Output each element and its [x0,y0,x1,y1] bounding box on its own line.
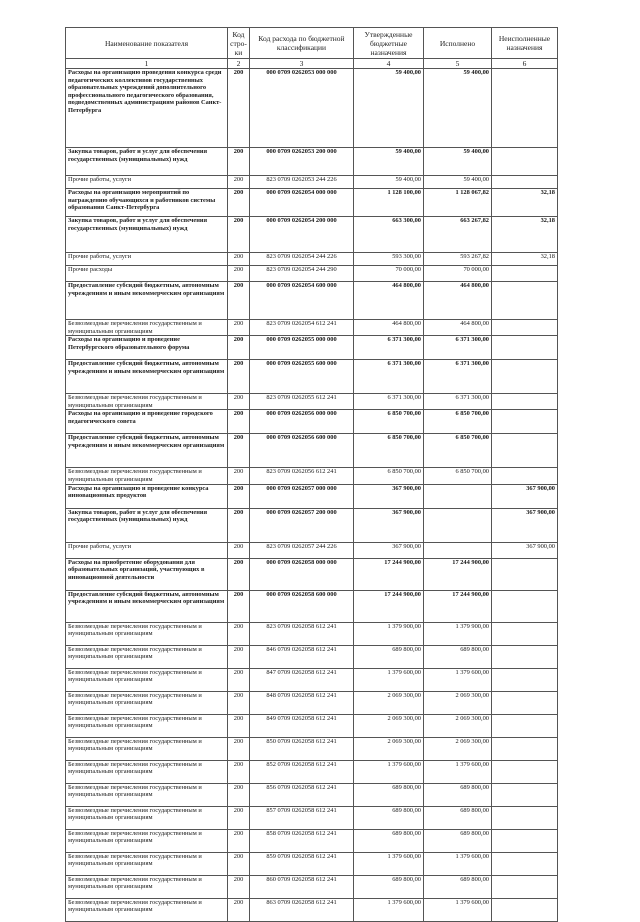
row-executed-value: 689 800,00 [424,875,492,898]
row-executed-value: 70 000,00 [424,266,492,282]
row-line-code: 200 [228,69,250,148]
table-row [66,336,558,360]
row-classification-code: 000 0709 0262055 600 000 [250,360,354,394]
row-classification-code: 000 0709 0262057 000 000 [250,484,354,508]
row-unexecuted-value [492,898,558,921]
table-row [66,360,558,394]
row-unexecuted-value [492,737,558,760]
row-name: Безвозмездные перечисления государственным и муниципальным организациям [66,783,228,806]
row-name: Безвозмездные перечисления государственным и муниципальным организациям [66,829,228,852]
row-name: Закупка товаров, работ и услуг для обеспечения государственных (муниципальных) нужд [66,148,228,176]
row-approved-value: 689 800,00 [354,806,424,829]
table-row [66,783,558,806]
row-executed-value: 689 800,00 [424,783,492,806]
row-executed-value [424,484,492,508]
row-unexecuted-value [492,320,558,336]
row-approved-value: 17 244 900,00 [354,590,424,622]
row-name: Расходы на организацию и проведение конкурса инновационных продуктов [66,484,228,508]
row-unexecuted-value [492,360,558,394]
row-unexecuted-value [492,590,558,622]
row-classification-code: 823 0709 0262056 612 241 [250,468,354,484]
row-unexecuted-value [492,875,558,898]
row-approved-value: 70 000,00 [354,266,424,282]
row-classification-code: 823 0709 0262058 612 241 [250,622,354,645]
row-approved-value: 689 800,00 [354,783,424,806]
row-approved-value: 2 069 300,00 [354,714,424,737]
row-line-code: 200 [228,622,250,645]
row-name: Расходы на организацию и проведение Петербургского образовательного форума [66,336,228,360]
table-row [66,282,558,320]
table-row [66,852,558,875]
row-line-code: 200 [228,336,250,360]
row-unexecuted-value [492,336,558,360]
table-row [66,590,558,622]
header-unexecuted: Неисполненные назначения [492,28,558,59]
row-unexecuted-value [492,148,558,176]
row-executed-value: 1 379 600,00 [424,668,492,691]
row-line-code: 200 [228,508,250,542]
row-classification-code: 857 0709 0262058 612 241 [250,806,354,829]
row-name: Безвозмездные перечисления государственным и муниципальным организациям [66,714,228,737]
table-row [66,668,558,691]
row-executed-value: 6 371 300,00 [424,336,492,360]
row-name: Безвозмездные перечисления государственным и муниципальным организациям [66,852,228,875]
table-row [66,434,558,468]
row-classification-code: 000 0709 0262054 600 000 [250,282,354,320]
row-classification-code: 823 0709 0262054 244 290 [250,266,354,282]
row-line-code: 200 [228,434,250,468]
table-row [66,394,558,410]
row-line-code: 200 [228,668,250,691]
row-name: Прочие расходы [66,266,228,282]
row-name: Расходы на приобретение оборудования для образовательных организаций, участвующих в инновационной деятельности [66,558,228,590]
row-line-code: 200 [228,829,250,852]
row-unexecuted-value [492,69,558,148]
table-row [66,189,558,217]
row-classification-code: 858 0709 0262058 612 241 [250,829,354,852]
row-unexecuted-value: 367 900,00 [492,508,558,542]
table-row [66,320,558,336]
row-unexecuted-value: 32,18 [492,217,558,253]
row-name: Безвозмездные перечисления государственным и муниципальным организациям [66,468,228,484]
row-classification-code: 823 0709 0262057 244 226 [250,542,354,558]
row-line-code: 200 [228,783,250,806]
row-executed-value: 1 128 067,82 [424,189,492,217]
row-line-code: 200 [228,484,250,508]
row-classification-code: 846 0709 0262058 612 241 [250,645,354,668]
table-row [66,148,558,176]
row-name: Безвозмездные перечисления государственным и муниципальным организациям [66,394,228,410]
row-unexecuted-value [492,783,558,806]
row-classification-code: 850 0709 0262058 612 241 [250,737,354,760]
row-line-code: 200 [228,898,250,921]
row-unexecuted-value [492,394,558,410]
row-executed-value: 2 069 300,00 [424,737,492,760]
row-unexecuted-value [492,806,558,829]
column-number: 3 [250,59,354,69]
row-approved-value: 689 800,00 [354,829,424,852]
row-classification-code: 823 0709 0262055 612 241 [250,394,354,410]
row-line-code: 200 [228,590,250,622]
row-executed-value: 6 371 300,00 [424,360,492,394]
row-executed-value: 1 379 900,00 [424,622,492,645]
row-line-code: 200 [228,691,250,714]
row-name: Предоставление субсидий бюджетным, автономным учреждениям и иным некоммерческим организациям [66,282,228,320]
row-line-code: 200 [228,360,250,394]
row-unexecuted-value [492,434,558,468]
row-unexecuted-value [492,829,558,852]
row-name: Расходы на организацию мероприятий по награждению обучающихся и работников системы образования Санкт-Петербурга [66,189,228,217]
row-unexecuted-value [492,691,558,714]
row-approved-value: 367 900,00 [354,542,424,558]
row-approved-value: 1 379 600,00 [354,852,424,875]
row-name: Расходы на организацию и проведение городского педагогического совета [66,410,228,434]
row-approved-value: 464 800,00 [354,320,424,336]
row-classification-code: 856 0709 0262058 612 241 [250,783,354,806]
row-line-code: 200 [228,468,250,484]
row-executed-value: 663 267,82 [424,217,492,253]
budget-execution-table [65,27,558,922]
row-classification-code: 852 0709 0262058 612 241 [250,760,354,783]
table-row [66,622,558,645]
row-classification-code: 000 0709 0262058 600 000 [250,590,354,622]
row-line-code: 200 [228,542,250,558]
table-header [66,28,558,69]
row-name: Расходы на организацию проведения конкурса среди педагогических коллективов государственных образовательных учреждений дополнительного профессионального педагогического образования, подведомственных администрациям районов Санкт-Петербурга [66,69,228,148]
budget-report-sheet [65,27,557,922]
table-row [66,760,558,783]
row-name: Безвозмездные перечисления государственным и муниципальным организациям [66,898,228,921]
row-approved-value: 59 400,00 [354,69,424,148]
row-classification-code: 863 0709 0262058 612 241 [250,898,354,921]
row-executed-value: 6 850 700,00 [424,434,492,468]
row-executed-value: 59 400,00 [424,148,492,176]
header-classification-code: Код расхода по бюджетной классификации [250,28,354,59]
row-unexecuted-value [492,645,558,668]
row-approved-value: 6 371 300,00 [354,336,424,360]
row-line-code: 200 [228,806,250,829]
row-executed-value: 59 400,00 [424,176,492,189]
row-line-code: 200 [228,410,250,434]
row-name: Безвозмездные перечисления государственным и муниципальным организациям [66,691,228,714]
row-name: Предоставление субсидий бюджетным, автономным учреждениям и иным некоммерческим организациям [66,434,228,468]
row-unexecuted-value [492,558,558,590]
row-classification-code: 000 0709 0262056 000 000 [250,410,354,434]
row-name: Безвозмездные перечисления государственным и муниципальным организациям [66,320,228,336]
row-approved-value: 1 128 100,00 [354,189,424,217]
row-approved-value: 1 379 600,00 [354,898,424,921]
table-row [66,645,558,668]
row-unexecuted-value: 367 900,00 [492,484,558,508]
table-row [66,691,558,714]
row-approved-value: 1 379 600,00 [354,760,424,783]
table-body [66,69,558,922]
row-executed-value: 6 850 700,00 [424,410,492,434]
row-unexecuted-value [492,410,558,434]
table-row [66,410,558,434]
row-approved-value: 663 300,00 [354,217,424,253]
row-line-code: 200 [228,176,250,189]
table-row [66,484,558,508]
row-executed-value: 689 800,00 [424,829,492,852]
row-name: Предоставление субсидий бюджетным, автономным учреждениям и иным некоммерческим организациям [66,590,228,622]
row-approved-value: 2 069 300,00 [354,691,424,714]
table-row [66,829,558,852]
row-classification-code: 000 0709 0262053 000 000 [250,69,354,148]
row-classification-code: 860 0709 0262058 612 241 [250,875,354,898]
row-name: Безвозмездные перечисления государственным и муниципальным организациям [66,737,228,760]
table-row [66,176,558,189]
row-unexecuted-value [492,622,558,645]
row-line-code: 200 [228,253,250,266]
table-row [66,217,558,253]
row-approved-value: 6 850 700,00 [354,434,424,468]
row-name: Предоставление субсидий бюджетным, автономным учреждениям и иным некоммерческим организациям [66,360,228,394]
row-name: Прочие работы, услуги [66,176,228,189]
row-approved-value: 6 371 300,00 [354,394,424,410]
header-approved: Утвержденные бюджетные назначения [354,28,424,59]
row-approved-value: 367 900,00 [354,484,424,508]
row-executed-value: 464 800,00 [424,320,492,336]
row-line-code: 200 [228,320,250,336]
table-row [66,806,558,829]
row-unexecuted-value [492,852,558,875]
table-row [66,69,558,148]
table-row [66,266,558,282]
header-line-code: Код стро-ки [228,28,250,59]
row-classification-code: 000 0709 0262056 600 000 [250,434,354,468]
row-line-code: 200 [228,148,250,176]
row-line-code: 200 [228,558,250,590]
row-approved-value: 6 850 700,00 [354,468,424,484]
table-row [66,508,558,542]
row-approved-value: 593 300,00 [354,253,424,266]
row-line-code: 200 [228,875,250,898]
row-classification-code: 000 0709 0262057 200 000 [250,508,354,542]
row-line-code: 200 [228,266,250,282]
column-number: 4 [354,59,424,69]
row-line-code: 200 [228,217,250,253]
table-row [66,737,558,760]
row-name: Закупка товаров, работ и услуг для обеспечения государственных (муниципальных) нужд [66,508,228,542]
table-row [66,875,558,898]
row-line-code: 200 [228,282,250,320]
row-name: Безвозмездные перечисления государственным и муниципальным организациям [66,622,228,645]
row-approved-value: 464 800,00 [354,282,424,320]
row-unexecuted-value: 367 900,00 [492,542,558,558]
row-line-code: 200 [228,645,250,668]
row-approved-value: 367 900,00 [354,508,424,542]
table-row [66,558,558,590]
row-approved-value: 59 400,00 [354,176,424,189]
row-classification-code: 823 0709 0262054 244 226 [250,253,354,266]
row-executed-value [424,508,492,542]
row-name: Закупка товаров, работ и услуг для обеспечения государственных (муниципальных) нужд [66,217,228,253]
row-line-code: 200 [228,737,250,760]
column-number: 1 [66,59,228,69]
row-approved-value: 689 800,00 [354,645,424,668]
row-executed-value: 1 379 600,00 [424,760,492,783]
row-executed-value: 6 371 300,00 [424,394,492,410]
row-executed-value: 6 850 700,00 [424,468,492,484]
row-unexecuted-value [492,266,558,282]
row-approved-value: 1 379 900,00 [354,622,424,645]
row-name: Прочие работы, услуги [66,542,228,558]
row-classification-code: 000 0709 0262055 000 000 [250,336,354,360]
row-classification-code: 000 0709 0262053 200 000 [250,148,354,176]
row-approved-value: 59 400,00 [354,148,424,176]
table-row [66,542,558,558]
row-unexecuted-value: 32,18 [492,189,558,217]
row-executed-value: 689 800,00 [424,806,492,829]
row-unexecuted-value: 32,18 [492,253,558,266]
row-approved-value: 17 244 900,00 [354,558,424,590]
column-number: 6 [492,59,558,69]
row-approved-value: 2 069 300,00 [354,737,424,760]
row-executed-value: 593 267,82 [424,253,492,266]
row-name: Безвозмездные перечисления государственным и муниципальным организациям [66,668,228,691]
row-executed-value: 1 379 600,00 [424,852,492,875]
row-executed-value: 2 069 300,00 [424,691,492,714]
header-name: Наименование показателя [66,28,228,59]
row-executed-value: 1 379 600,00 [424,898,492,921]
row-classification-code: 000 0709 0262054 000 000 [250,189,354,217]
row-executed-value: 59 400,00 [424,69,492,148]
row-executed-value: 464 800,00 [424,282,492,320]
row-line-code: 200 [228,394,250,410]
row-unexecuted-value [492,668,558,691]
row-line-code: 200 [228,714,250,737]
row-classification-code: 000 0709 0262054 200 000 [250,217,354,253]
row-executed-value: 2 069 300,00 [424,714,492,737]
row-unexecuted-value [492,468,558,484]
row-approved-value: 6 371 300,00 [354,360,424,394]
row-unexecuted-value [492,282,558,320]
table-row [66,714,558,737]
row-approved-value: 6 850 700,00 [354,410,424,434]
row-unexecuted-value [492,176,558,189]
row-name: Безвозмездные перечисления государственным и муниципальным организациям [66,806,228,829]
row-approved-value: 689 800,00 [354,875,424,898]
row-classification-code: 847 0709 0262058 612 241 [250,668,354,691]
row-classification-code: 823 0709 0262053 244 226 [250,176,354,189]
row-line-code: 200 [228,760,250,783]
row-name: Безвозмездные перечисления государственным и муниципальным организациям [66,645,228,668]
row-executed-value: 17 244 900,00 [424,558,492,590]
row-executed-value: 17 244 900,00 [424,590,492,622]
row-approved-value: 1 379 600,00 [354,668,424,691]
row-executed-value [424,542,492,558]
row-unexecuted-value [492,714,558,737]
column-number: 2 [228,59,250,69]
row-name: Безвозмездные перечисления государственным и муниципальным организациям [66,760,228,783]
row-unexecuted-value [492,760,558,783]
header-executed: Исполнено [424,28,492,59]
row-classification-code: 823 0709 0262054 612 241 [250,320,354,336]
row-line-code: 200 [228,189,250,217]
row-executed-value: 689 800,00 [424,645,492,668]
table-row [66,898,558,921]
row-classification-code: 849 0709 0262058 612 241 [250,714,354,737]
table-row [66,253,558,266]
row-classification-code: 000 0709 0262058 000 000 [250,558,354,590]
row-name: Безвозмездные перечисления государственным и муниципальным организациям [66,875,228,898]
row-classification-code: 859 0709 0262058 612 241 [250,852,354,875]
table-row [66,468,558,484]
column-number: 5 [424,59,492,69]
row-line-code: 200 [228,852,250,875]
row-classification-code: 848 0709 0262058 612 241 [250,691,354,714]
row-name: Прочие работы, услуги [66,253,228,266]
column-number-row [66,59,558,69]
